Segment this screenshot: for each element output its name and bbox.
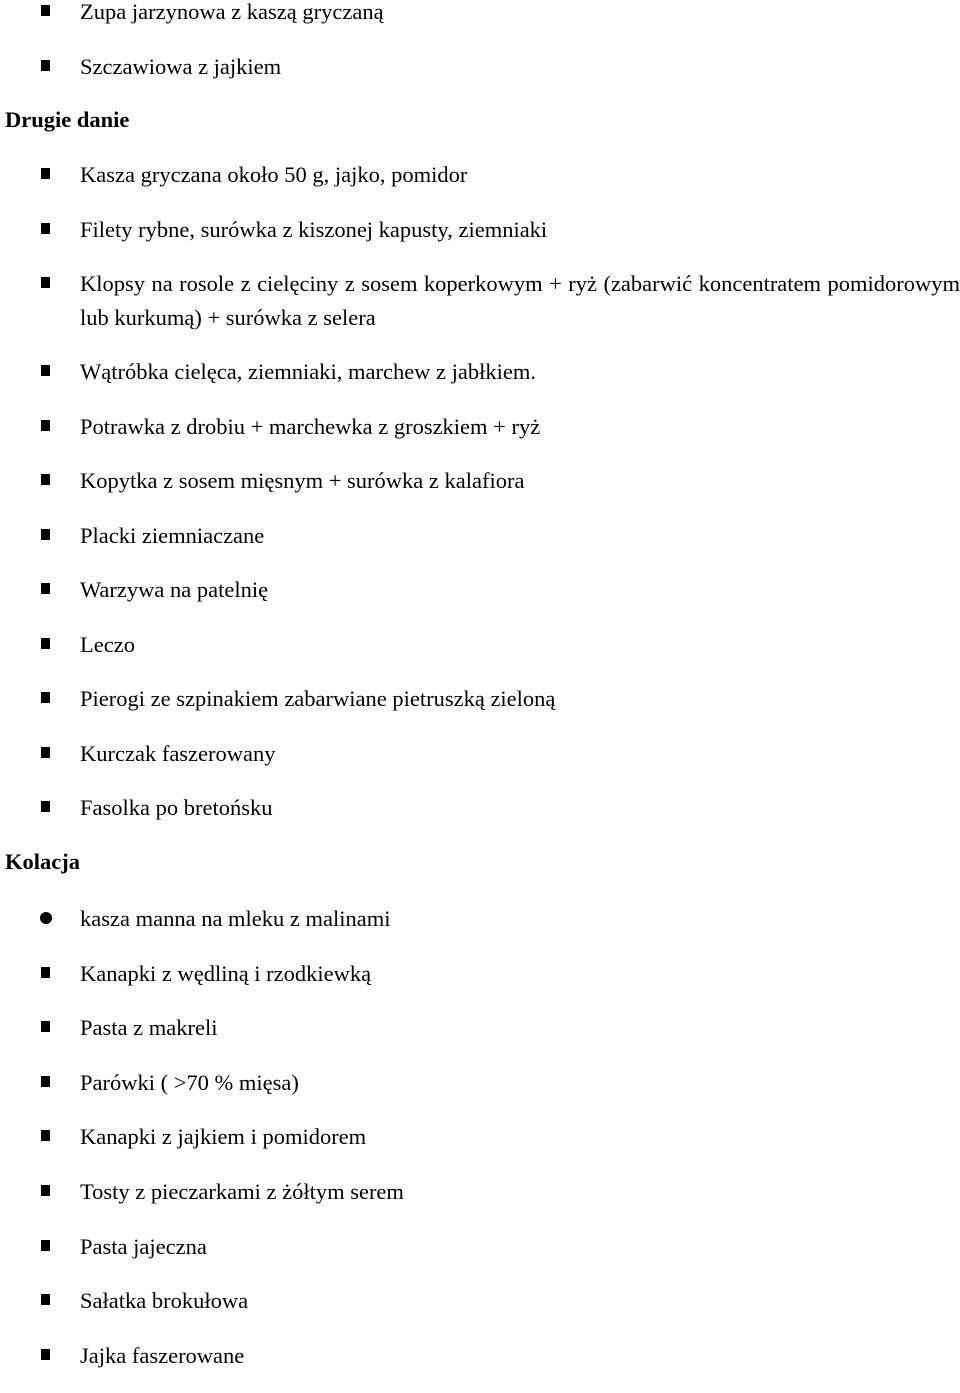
list-item bbox=[0, 1284, 960, 1339]
list-item-text: Kurczak faszerowany bbox=[80, 740, 276, 766]
square-bullet-icon bbox=[41, 1076, 50, 1087]
list-item-text: Zupa jarzynowa z kaszą gryczaną bbox=[80, 0, 384, 24]
supper-list bbox=[0, 902, 960, 1393]
square-bullet-icon bbox=[41, 692, 50, 703]
list-item bbox=[0, 573, 960, 628]
list-item-text: Potrawka z drobiu + marchewka z groszkiem + ryż bbox=[80, 413, 541, 439]
main-course-list bbox=[0, 158, 960, 846]
list-item bbox=[0, 1339, 960, 1393]
list-item bbox=[0, 410, 960, 465]
list-item bbox=[0, 737, 960, 792]
list-item-text: Parówki ( >70 % mięsa) bbox=[80, 1069, 299, 1095]
list-item-text: Tosty z pieczarkami z żółtym serem bbox=[80, 1178, 404, 1204]
list-item-text: Warzywa na patelnię bbox=[80, 577, 269, 602]
list-item bbox=[0, 267, 960, 355]
list-item-text: Jajka faszerowane bbox=[80, 1342, 245, 1368]
list-item-text: Placki ziemniaczane bbox=[80, 522, 265, 548]
list-item bbox=[0, 158, 960, 213]
list-item-text: Pasta z makreli bbox=[80, 1015, 218, 1041]
section-heading-drugie-danie: Drugie danie bbox=[5, 107, 130, 132]
square-bullet-icon bbox=[41, 277, 50, 288]
list-item-text: Szczawiowa z jajkiem bbox=[80, 53, 282, 79]
list-item bbox=[0, 1011, 960, 1066]
list-item-text: Klopsy na rosole z cielęciny z sosem koperkowym + ryż (zabarwić koncentratem pomidorowym lub kurkumą) + surówka z selera bbox=[80, 271, 960, 330]
list-item-text: Pierogi ze szpinakiem zabarwiane pietruszką zieloną bbox=[80, 686, 556, 711]
soup-list bbox=[0, 0, 960, 104]
list-item-text: Filety rybne, surówka z kiszonej kapusty, ziemniaki bbox=[80, 216, 548, 242]
list-item-text: Kasza gryczana około 50 g, jajko, pomidor bbox=[80, 162, 468, 187]
square-bullet-icon bbox=[41, 967, 50, 978]
list-item-text: Leczo bbox=[80, 631, 135, 657]
list-item bbox=[0, 682, 960, 737]
list-item bbox=[0, 628, 960, 683]
list-item-text: Kanapki z wędliną i rzodkiewką bbox=[80, 960, 372, 986]
list-item-text: Pasta jajeczna bbox=[80, 1233, 207, 1259]
list-item bbox=[0, 0, 960, 50]
square-bullet-icon bbox=[41, 1021, 50, 1032]
square-bullet-icon bbox=[41, 1130, 50, 1141]
list-item-text: kasza manna na mleku z malinami bbox=[80, 906, 391, 931]
list-item bbox=[0, 50, 960, 105]
square-bullet-icon bbox=[41, 747, 50, 758]
list-item-text: Kanapki z jajkiem i pomidorem bbox=[80, 1124, 367, 1150]
square-bullet-icon bbox=[41, 583, 50, 594]
square-bullet-icon bbox=[41, 801, 50, 812]
list-item bbox=[0, 1066, 960, 1121]
square-bullet-icon bbox=[41, 1294, 50, 1305]
list-item-text: Wątróbka cielęca, ziemniaki, marchew z jabłkiem. bbox=[80, 359, 537, 384]
list-item bbox=[0, 213, 960, 268]
square-bullet-icon bbox=[41, 1240, 50, 1251]
square-bullet-icon bbox=[41, 638, 50, 649]
square-bullet-icon bbox=[41, 223, 50, 234]
list-item-text: Sałatka brokułowa bbox=[80, 1288, 249, 1314]
section-heading-kolacja: Kolacja bbox=[5, 849, 80, 874]
square-bullet-icon bbox=[41, 365, 50, 376]
square-bullet-icon bbox=[41, 60, 50, 71]
square-bullet-icon bbox=[41, 420, 50, 431]
square-bullet-icon bbox=[41, 529, 50, 540]
square-bullet-icon bbox=[41, 168, 50, 179]
list-item bbox=[0, 902, 960, 957]
list-item bbox=[0, 1230, 960, 1285]
list-item bbox=[0, 1120, 960, 1175]
square-bullet-icon bbox=[41, 1185, 50, 1196]
square-bullet-icon bbox=[41, 474, 50, 485]
list-item-text: Fasolka po bretońsku bbox=[80, 795, 273, 820]
square-bullet-icon bbox=[41, 5, 50, 16]
list-item-text: Kopytka z sosem mięsnym + surówka z kalafiora bbox=[80, 468, 525, 493]
list-item bbox=[0, 519, 960, 574]
square-bullet-icon bbox=[41, 1349, 50, 1360]
list-item bbox=[0, 1175, 960, 1230]
list-item bbox=[0, 355, 960, 410]
list-item bbox=[0, 791, 960, 846]
round-bullet-icon bbox=[40, 912, 52, 924]
list-item bbox=[0, 464, 960, 519]
list-item bbox=[0, 957, 960, 1012]
